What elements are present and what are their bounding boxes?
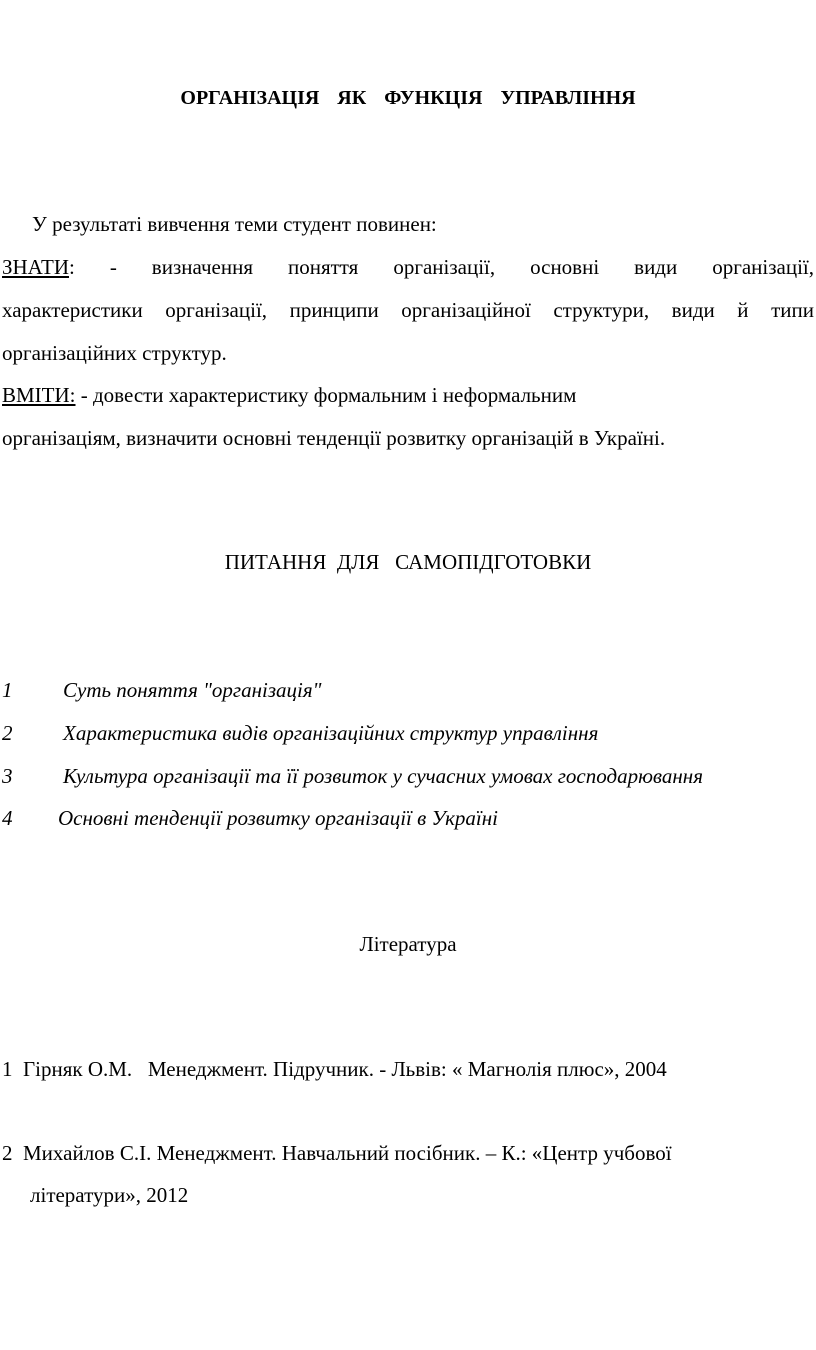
question-item [2,806,498,831]
literature-item-1: 1 Гірняк О.М. Менеджмент. Підручник. - Львів: « Магнолія плюс», 2004 [2,1057,667,1081]
question-number: 1 [2,678,13,702]
question-text: Характеристика видів організаційних структур управління [63,721,599,745]
title-word: ОРГАНІЗАЦІЯ [180,87,320,109]
question-text: Суть поняття "організація" [63,678,322,702]
know-line-1 [2,255,814,280]
literature-item-2: 2 Михайлов С.І. Менеджмент. Навчальний посібник. – К.: «Центр учбової [2,1141,672,1165]
can-line-1 [2,383,576,408]
question-item [2,678,321,703]
question-item [2,721,598,746]
intro-text: У результаті вивчення теми студент повинен: [32,212,437,236]
question-text: Основні тенденції розвитку організації в Україні [58,806,498,830]
question-number: 2 [2,721,13,745]
know-line-3: організаційних структур. [2,341,227,365]
know-line-2: характеристики організації, принципи організаційної структури, види й типи [2,298,814,322]
title-word: ЯК [337,87,367,109]
can-label: ВМІТИ: [2,383,76,407]
question-item [2,764,703,789]
can-line-2: організаціям, визначити основні тенденції розвитку організацій в Україні. [2,426,666,450]
question-number: 3 [2,764,13,788]
literature-heading: Література [359,932,457,956]
question-number: 4 [2,806,13,830]
question-text: Культура організації та її розвиток у сучасних умовах господарювання [63,764,703,788]
title-word: УПРАВЛІННЯ [500,87,636,109]
can-text-1: - довести характеристику формальним і неформальним [75,383,577,407]
know-text-1: : - визначення поняття організації, основні види організації, [69,255,814,279]
questions-heading: ПИТАННЯ ДЛЯ САМОПІДГОТОВКИ [224,550,592,574]
literature-item-2-cont: літератури», 2012 [30,1183,189,1207]
know-label: ЗНАТИ [2,255,69,279]
title-word: ФУНКЦІЯ [384,87,483,109]
document-title [0,87,816,110]
